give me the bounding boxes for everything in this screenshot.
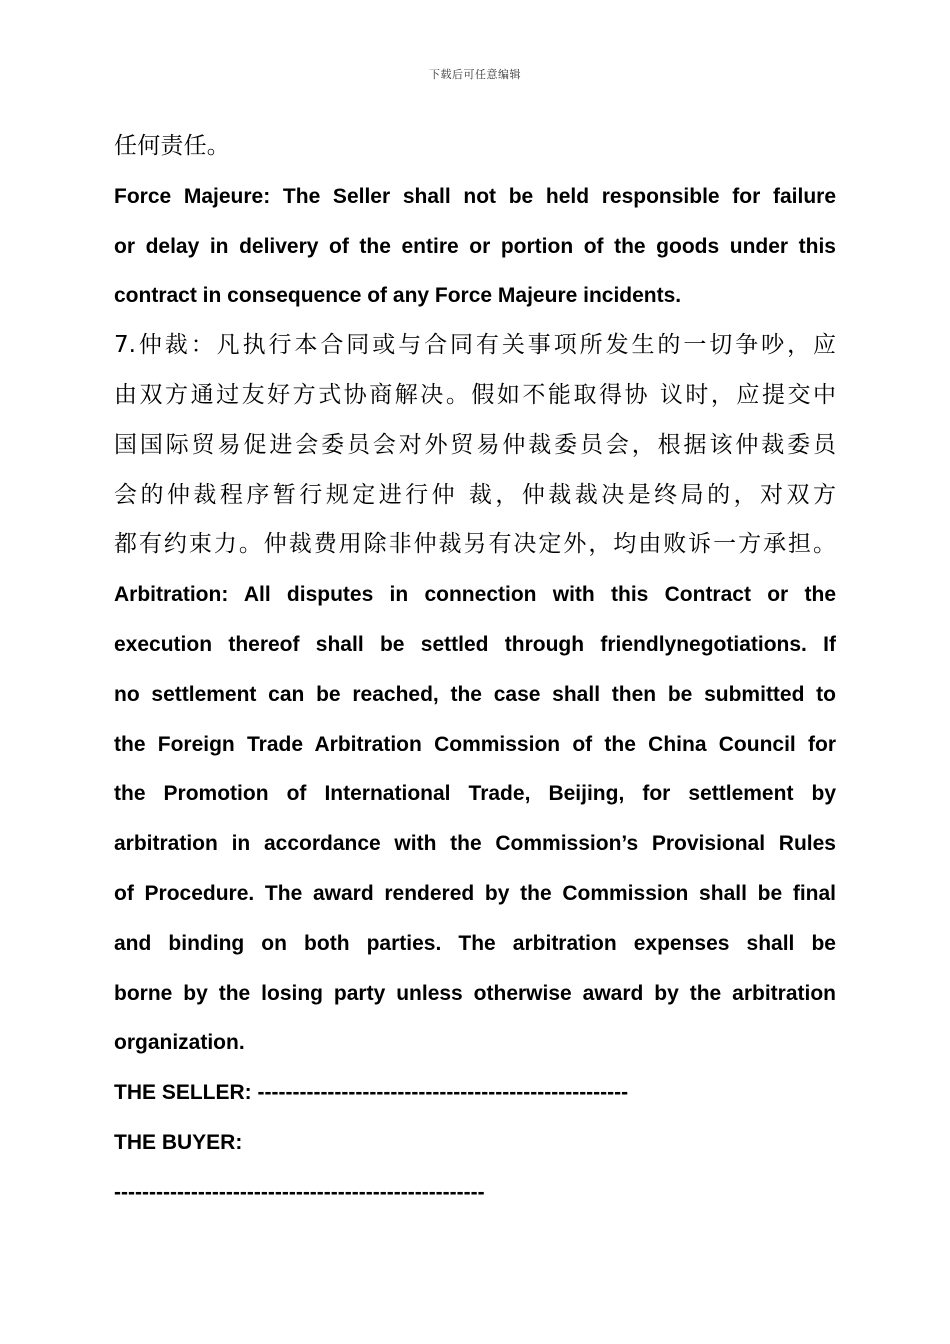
- page-header: 下载后可任意编辑: [429, 68, 521, 81]
- arbitration-cn-line: 由双方通过友好方式协商解决。假如不能取得协 议时，应提交中: [114, 381, 836, 408]
- document-body: [114, 122, 836, 1218]
- arbitration-en-line: the Foreign Trade Arbitration Commission of the China Council for: [114, 732, 836, 756]
- arbitration-en-line: and binding on both parties. The arbitration expenses shall be: [114, 931, 836, 955]
- arbitration-en-line: no settlement can be reached, the case shall then be submitted to: [114, 682, 836, 706]
- arbitration-en-line: of Procedure. The award rendered by the Commission shall be final: [114, 881, 836, 905]
- force-majeure-line: Force Majeure: The Seller shall not be held responsible for failure: [114, 184, 836, 208]
- force-majeure-line: or delay in delivery of the entire or portion of the goods under this: [114, 234, 836, 258]
- arbitration-cn-line: 7.仲裁：凡执行本合同或与合同有关事项所发生的一切争吵，应: [114, 332, 836, 359]
- arbitration-cn-line: 国国际贸易促进会委员会对外贸易仲裁委员会，根据该仲裁委员: [114, 431, 836, 458]
- arbitration-cn-line: 会的仲裁程序暂行规定进行仲 裁，仲裁裁决是终局的，对双方: [114, 481, 836, 508]
- text-line-cn: 任何责任。: [114, 133, 230, 159]
- seller-signature-line: THE SELLER: -----------------------------------------------------: [114, 1081, 629, 1105]
- arbitration-en-line: arbitration in accordance with the Commission’s Provisional Rules: [114, 832, 836, 856]
- arbitration-en-line: the Promotion of International Trade, Beijing, for settlement by: [114, 782, 836, 806]
- arbitration-en-line: borne by the losing party unless otherwise award by the arbitration: [114, 981, 836, 1005]
- arbitration-en-line: execution thereof shall be settled through friendlynegotiations. If: [114, 632, 836, 656]
- arbitration-en-line: organization.: [114, 1031, 245, 1055]
- arbitration-en-line: Arbitration: All disputes in connection with this Contract or the: [114, 583, 836, 607]
- buyer-label-line: THE BUYER:: [114, 1130, 243, 1154]
- arbitration-cn-line: 都有约束力。仲裁费用除非仲裁另有决定外，均由败诉一方承担。: [114, 531, 836, 558]
- force-majeure-line: contract in consequence of any Force Majeure incidents.: [114, 284, 682, 308]
- buyer-signature-line: -----------------------------------------------------: [114, 1180, 485, 1204]
